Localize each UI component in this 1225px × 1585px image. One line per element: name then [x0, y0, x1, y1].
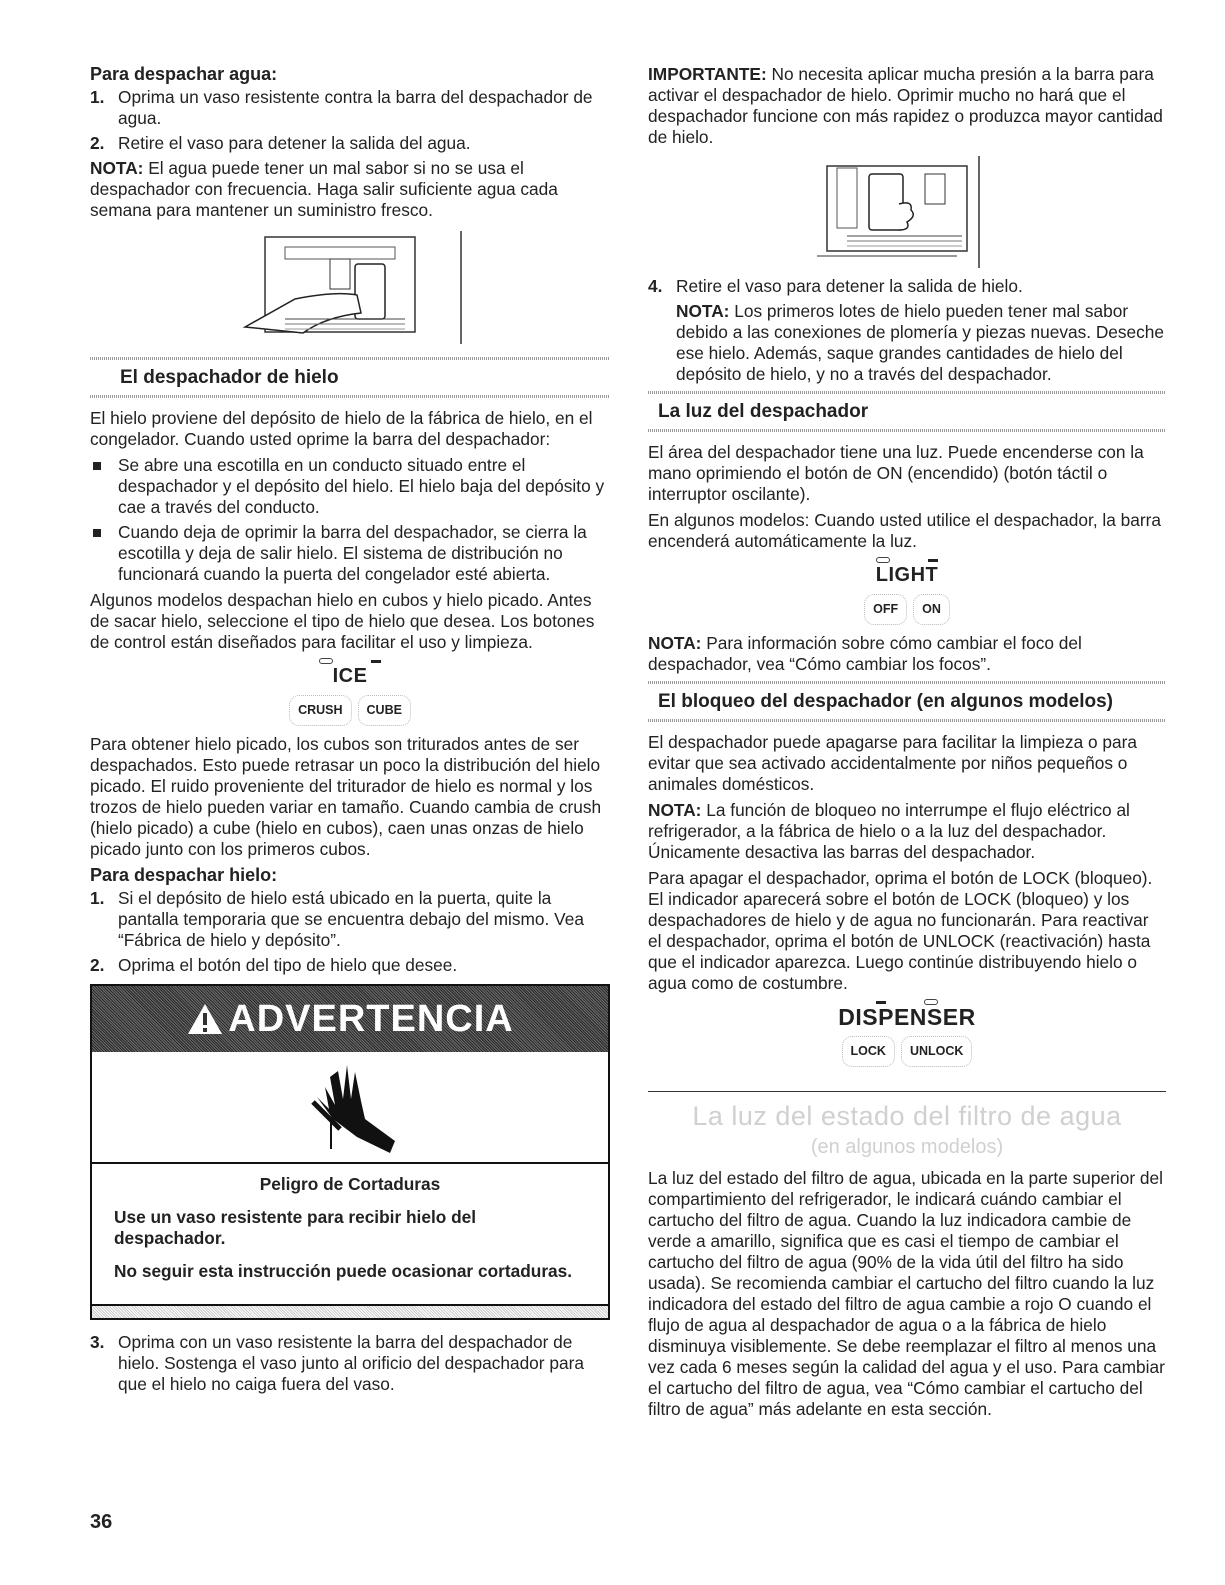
lock-p1: El despachador puede apagarse para facilitar la limpieza o para evitar que sea activado accidentalmente por niños pequeños o animales domésticos. [648, 732, 1137, 794]
step-number: 2. [90, 955, 105, 975]
warning-line: Use un vaso resistente para recibir hielo del despachador. [114, 1207, 477, 1248]
dispenser-control-panel [648, 999, 1166, 1067]
note-text: La función de bloqueo no interrumpe el flujo eléctrico al refrigerador, a la fábrica de hielo o a la luz del despachador. Únicamente desactiva las barras del despachador. [648, 800, 1130, 862]
important-text: No necesita aplicar mucha presión a la barra para activar el despachador de hielo. Oprimir mucho no hará que el despachador funcione con más rapidez o produzca mayor cantidad de hielo. [648, 64, 1163, 147]
water-note [90, 158, 610, 221]
water-dispenser-illustration [225, 229, 475, 349]
ice-dispenser-illustration [807, 156, 1007, 268]
warning-line: No seguir esta instrucción puede ocasionar cortaduras. [114, 1261, 573, 1281]
list-item [90, 1332, 610, 1395]
warning-footer [92, 1304, 608, 1318]
section-rule [648, 1091, 1166, 1092]
ice-intro: El hielo proviene del depósito de hielo de la fábrica de hielo, en el congelador. Cuando usted oprime la barra del despachador: [90, 408, 593, 449]
light-section-header [648, 391, 1166, 432]
off-button[interactable]: OFF [864, 594, 907, 625]
important-note [648, 64, 1166, 148]
ice-bullets [90, 455, 610, 585]
filter-section-title: La luz del estado del filtro de agua [692, 1101, 1122, 1131]
step-number: 4. [648, 276, 663, 296]
note-label: NOTA: [648, 633, 702, 653]
list-item [90, 888, 610, 951]
list-item: Cuando deja de oprimir la barra del despachador, se cierra la escotilla y deja de salir hielo. El sistema de distribución no funcionará cuando la puerta del congelador esté abierta. [90, 522, 610, 585]
section-title: El bloqueo del despachador (en algunos modelos) [658, 691, 1113, 712]
indicator-marks [648, 557, 1166, 563]
step4-note [648, 301, 1166, 385]
ice-dispenser-section-header [90, 357, 610, 398]
indicator-light-icon [928, 559, 938, 562]
note-text: Para información sobre cómo cambiar el foco del despachador, vea “Cómo cambiar los focos”. [648, 633, 1082, 674]
left-column [90, 64, 610, 1399]
section-title: La luz del despachador [658, 401, 869, 422]
step-text: Retire el vaso para detener la salida de hielo. [676, 276, 1023, 296]
dispense-ice-heading: Para despachar hielo: [90, 865, 278, 885]
list-item [90, 955, 610, 976]
step-number: 1. [90, 87, 105, 107]
warning-title: Peligro de Cortaduras [259, 1174, 441, 1194]
lock-section-header [648, 681, 1166, 722]
panel-title: LIGHT [875, 564, 939, 586]
warning-banner [92, 986, 608, 1052]
list-item [90, 87, 610, 129]
dispense-ice-steps [90, 888, 610, 976]
important-label: IMPORTANTE: [648, 64, 767, 84]
hatch-divider [648, 429, 1166, 432]
step-text: Si el depósito de hielo está ubicado en la puerta, quite la pantalla temporaria que se encuentra debajo del mismo. Vea “Fábrica de hielo y depósito”. [118, 888, 584, 950]
page-number: 36 [90, 1511, 113, 1533]
light-p1: El área del despachador tiene una luz. Puede encenderse con la mano oprimiendo el botón de ON (encendido) (botón táctil o interruptor oscilante). [648, 442, 1144, 504]
dispense-water-steps [90, 87, 610, 154]
indicator-light-icon [876, 557, 890, 563]
lock-note [648, 800, 1166, 863]
warning-box [90, 984, 610, 1320]
panel-buttons [648, 1036, 1166, 1067]
note-label: NOTA: [676, 301, 730, 321]
cube-button[interactable]: CUBE [358, 695, 411, 726]
list-item: Se abre una escotilla en un conducto situado entre el despachador y el depósito del hielo. El hielo baja del depósito y cae a través del conducto. [90, 455, 610, 518]
indicator-light-icon [371, 660, 381, 663]
note-text: Los primeros lotes de hielo pueden tener mal sabor debido a las conexiones de plomería y piezas nuevas. Deseche ese hielo. Además, saque grandes cantidades de hielo del depósito de hielo, y no a través del despachador. [676, 301, 1165, 384]
ice-control-panel [90, 658, 610, 726]
indicator-marks [90, 658, 610, 664]
step-number: 1. [90, 888, 105, 908]
cut-hazard-hand-icon [295, 1057, 405, 1157]
hatch-divider [90, 395, 610, 398]
panel-title: ICE [332, 665, 368, 687]
filter-section-subtitle: (en algunos modelos) [810, 1136, 1004, 1158]
unlock-button[interactable]: UNLOCK [901, 1036, 972, 1067]
right-column [648, 64, 1166, 1425]
glass-at-water-dispenser-icon [225, 229, 475, 349]
list-item [648, 276, 1166, 297]
note-text: El agua puede tener un mal sabor si no se usa el despachador con frecuencia. Haga salir suficiente agua cada semana para mantener un suministro fresco. [90, 158, 558, 220]
filter-text: La luz del estado del filtro de agua, ubicada en la parte superior del compartimiento del refrigerador, le indicará cuándo cambiar el cartucho del filtro de agua. Cuando la luz indicadora cambie de verde a amarillo, significa que es casi el tiempo de cambiar el cartucho del filtro de agua (90% de la vida útil del filtro ha sido usada). Se recomienda cambiar el cartucho del filtro cuando la luz indicadora del estado del filtro de agua cambie a rojo O cuando el flujo de agua al despachador de agua o a la fábrica de hielo disminuya visiblemente. Se debe reemplazar el filtro al menos una vez cada 6 meses según la calidad del agua y el uso. Para cambiar el cartucho del filtro de agua, vea “Cómo cambiar el cartucho del filtro de agua” más adelante en esta sección. [648, 1168, 1165, 1419]
on-button[interactable]: ON [913, 594, 950, 625]
note-label: NOTA: [90, 158, 144, 178]
light-note [648, 633, 1166, 675]
warning-banner-text: ADVERTENCIA [228, 997, 514, 1040]
step-number: 3. [90, 1332, 105, 1352]
dispense-ice-step3 [90, 1332, 610, 1395]
warning-body [92, 1164, 608, 1304]
note-label: NOTA: [648, 800, 702, 820]
light-p2: En algunos modelos: Cuando usted utilice el despachador, la barra encenderá automáticamente la luz. [648, 510, 1162, 551]
panel-title: DISPENSER [838, 1004, 976, 1030]
section-title: El despachador de hielo [120, 367, 339, 388]
step-text: Oprima con un vaso resistente la barra del despachador de hielo. Sostenga el vaso junto al orificio del despachador para que el hielo no caiga fuera del vaso. [118, 1332, 584, 1394]
hatch-divider [648, 719, 1166, 722]
crushed-ice-text: Para obtener hielo picado, los cubos son triturados antes de ser despachados. Esto puede retrasar un poco la distribución del hielo picado. El ruido proveniente del triturador de hielo es normal y los trozos de hielo pueden variar en tamaño. Cuando cambia de crush (hielo picado) a cube (hielo en cubos), caen unas onzas de hielo picado junto con los primeros cubos. [90, 734, 602, 859]
lock-button[interactable]: LOCK [842, 1036, 895, 1067]
step-text: Oprima un vaso resistente contra la barra del despachador de agua. [118, 87, 593, 128]
step-number: 2. [90, 133, 105, 153]
panel-buttons [90, 695, 610, 726]
glass-at-ice-dispenser-icon [807, 156, 1007, 268]
step-text: Retire el vaso para detener la salida del agua. [118, 133, 471, 153]
lock-p2: Para apagar el despachador, oprima el botón de LOCK (bloqueo). El indicador aparecerá sobre el botón de LOCK (bloqueo) y los despachadores de hielo y de agua no funcionarán. Para reactivar el despachador, oprima el botón de UNLOCK (reactivación) hasta que el indicador aparezca. Luego continúe distribuyendo hielo o agua como de costumbre. [648, 868, 1153, 993]
crush-button[interactable]: CRUSH [289, 695, 351, 726]
warning-icon-area [92, 1052, 608, 1164]
indicator-light-icon [319, 658, 333, 664]
panel-buttons [648, 594, 1166, 625]
light-control-panel [648, 557, 1166, 625]
ice-step4 [648, 276, 1166, 297]
warning-triangle-icon [186, 1002, 224, 1036]
step-text: Oprima el botón del tipo de hielo que desee. [118, 955, 458, 975]
ice-models-text: Algunos modelos despachan hielo en cubos y hielo picado. Antes de sacar hielo, seleccione el tipo de hielo que desea. Los botones de control están diseñados para facilitar el uso y limpieza. [90, 590, 595, 652]
dispense-water-heading: Para despachar agua: [90, 64, 278, 84]
list-item [90, 133, 610, 154]
